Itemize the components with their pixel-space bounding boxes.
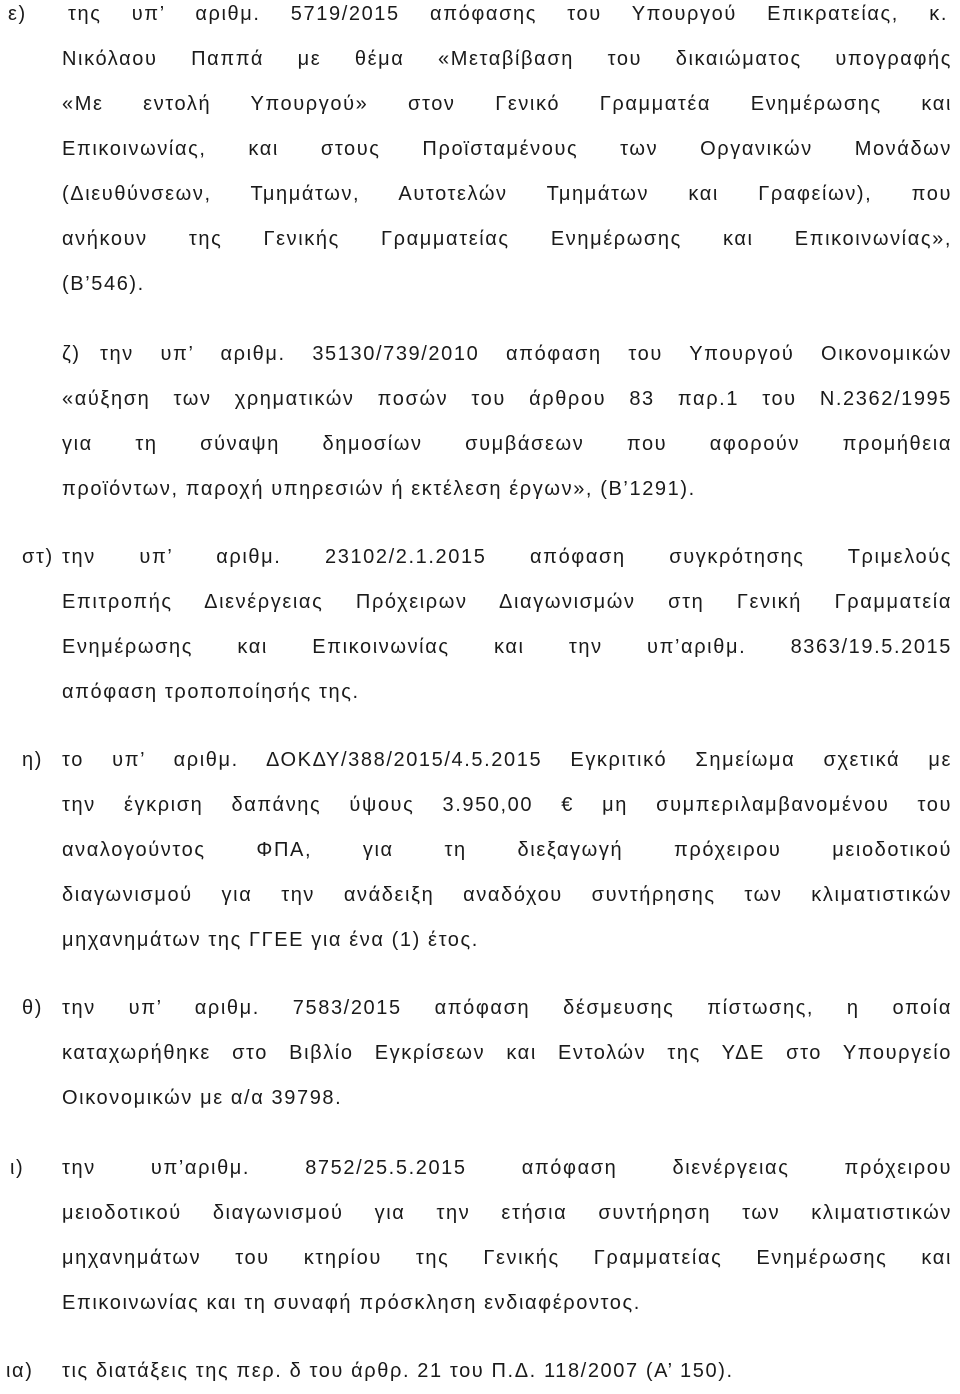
clause-line: Οικονομικών με α/α 39798. xyxy=(62,1087,343,1109)
clause-line: ανήκουν της Γενικής Γραμματείας Ενημέρωσης και Επικοινωνίας», xyxy=(62,228,952,250)
clause-line: «αύξηση των χρηματικών ποσών του άρθρου 83 παρ.1 του Ν.2362/1995 xyxy=(62,388,952,410)
clause-line: αναλογούντος ΦΠΑ, για τη διεξαγωγή πρόχειρου μειοδοτικού xyxy=(62,839,952,861)
clause-label: η) xyxy=(22,749,43,771)
clause-line: προϊόντων, παροχή υπηρεσιών ή εκτέλεση έργων», (Β’1291). xyxy=(62,478,696,500)
clause-line: «Με εντολή Υπουργού» στον Γενικό Γραμματέα Ενημέρωσης και xyxy=(62,93,952,115)
clause-line: την υπ’ αριθμ. 23102/2.1.2015 απόφαση συγκρότησης Τριμελούς xyxy=(62,546,952,568)
clause-line: το υπ’ αριθμ. ΔΟΚΔΥ/388/2015/4.5.2015 Εγκριτικό Σημείωμα σχετικά με xyxy=(62,749,952,771)
clause-line: (Διευθύνσεων, Τμημάτων, Αυτοτελών Τμημάτων και Γραφείων), που xyxy=(62,183,952,205)
clause-line: καταχωρήθηκε στο Βιβλίο Εγκρίσεων και Εντολών της ΥΔΕ στο Υπουργείο xyxy=(62,1042,952,1064)
clause-label: ι) xyxy=(10,1157,25,1179)
clause-line: μηχανημάτων του κτηρίου της Γενικής Γραμματείας Ενημέρωσης και xyxy=(62,1247,952,1269)
clause-label: στ) xyxy=(22,546,54,568)
clause-line: για τη σύναψη δημοσίων συμβάσεων που αφορούν προμήθεια xyxy=(62,433,952,455)
clause-line: την υπ’ αριθμ. 35130/739/2010 απόφαση του Υπουργού Οικονομικών xyxy=(100,343,952,365)
clause-line: την υπ’αριθμ. 8752/25.5.2015 απόφαση διενέργειας πρόχειρου xyxy=(62,1157,952,1179)
clause-line: της υπ’ αριθμ. 5719/2015 απόφασης του Υπουργού Επικρατείας, κ. xyxy=(68,3,948,25)
clause-line: Επικοινωνίας και τη συναφή πρόσκληση ενδιαφέροντος. xyxy=(62,1292,641,1314)
clause-label: ια) xyxy=(6,1360,34,1382)
clause-label: θ) xyxy=(22,997,43,1019)
clause-line: την υπ’ αριθμ. 7583/2015 απόφαση δέσμευσης πίστωσης, η οποία xyxy=(62,997,952,1019)
clause-line: την έγκριση δαπάνης ύψους 3.950,00 € μη συμπεριλαμβανομένου του xyxy=(62,794,952,816)
clause-line: Ενημέρωσης και Επικοινωνίας και την υπ’αριθμ. 8363/19.5.2015 xyxy=(62,636,952,658)
clause-label: ζ) xyxy=(62,343,81,365)
clause-line: Επικοινωνίας, και στους Προϊσταμένους των Οργανικών Μονάδων xyxy=(62,138,952,160)
clause-line: διαγωνισμού για την ανάδειξη αναδόχου συντήρησης των κλιματιστικών xyxy=(62,884,952,906)
clause-label: ε) xyxy=(8,3,27,25)
clause-line: Νικόλαου Παππά με θέμα «Μεταβίβαση του δικαιώματος υπογραφής xyxy=(62,48,952,70)
clause-line: απόφαση τροποποίησής της. xyxy=(62,681,360,703)
clause-line: Επιτροπής Διενέργειας Πρόχειρων Διαγωνισμών στη Γενική Γραμματεία xyxy=(62,591,952,613)
clause-line: (Β’546). xyxy=(62,273,145,295)
clause-line: μηχανημάτων της ΓΓΕΕ για ένα (1) έτος. xyxy=(62,929,479,951)
clause-line: μειοδοτικού διαγωνισμού για την ετήσια συντήρηση των κλιματιστικών xyxy=(62,1202,952,1224)
clause-line: τις διατάξεις της περ. δ του άρθρ. 21 του Π.Δ. 118/2007 (Α’ 150). xyxy=(62,1360,734,1382)
